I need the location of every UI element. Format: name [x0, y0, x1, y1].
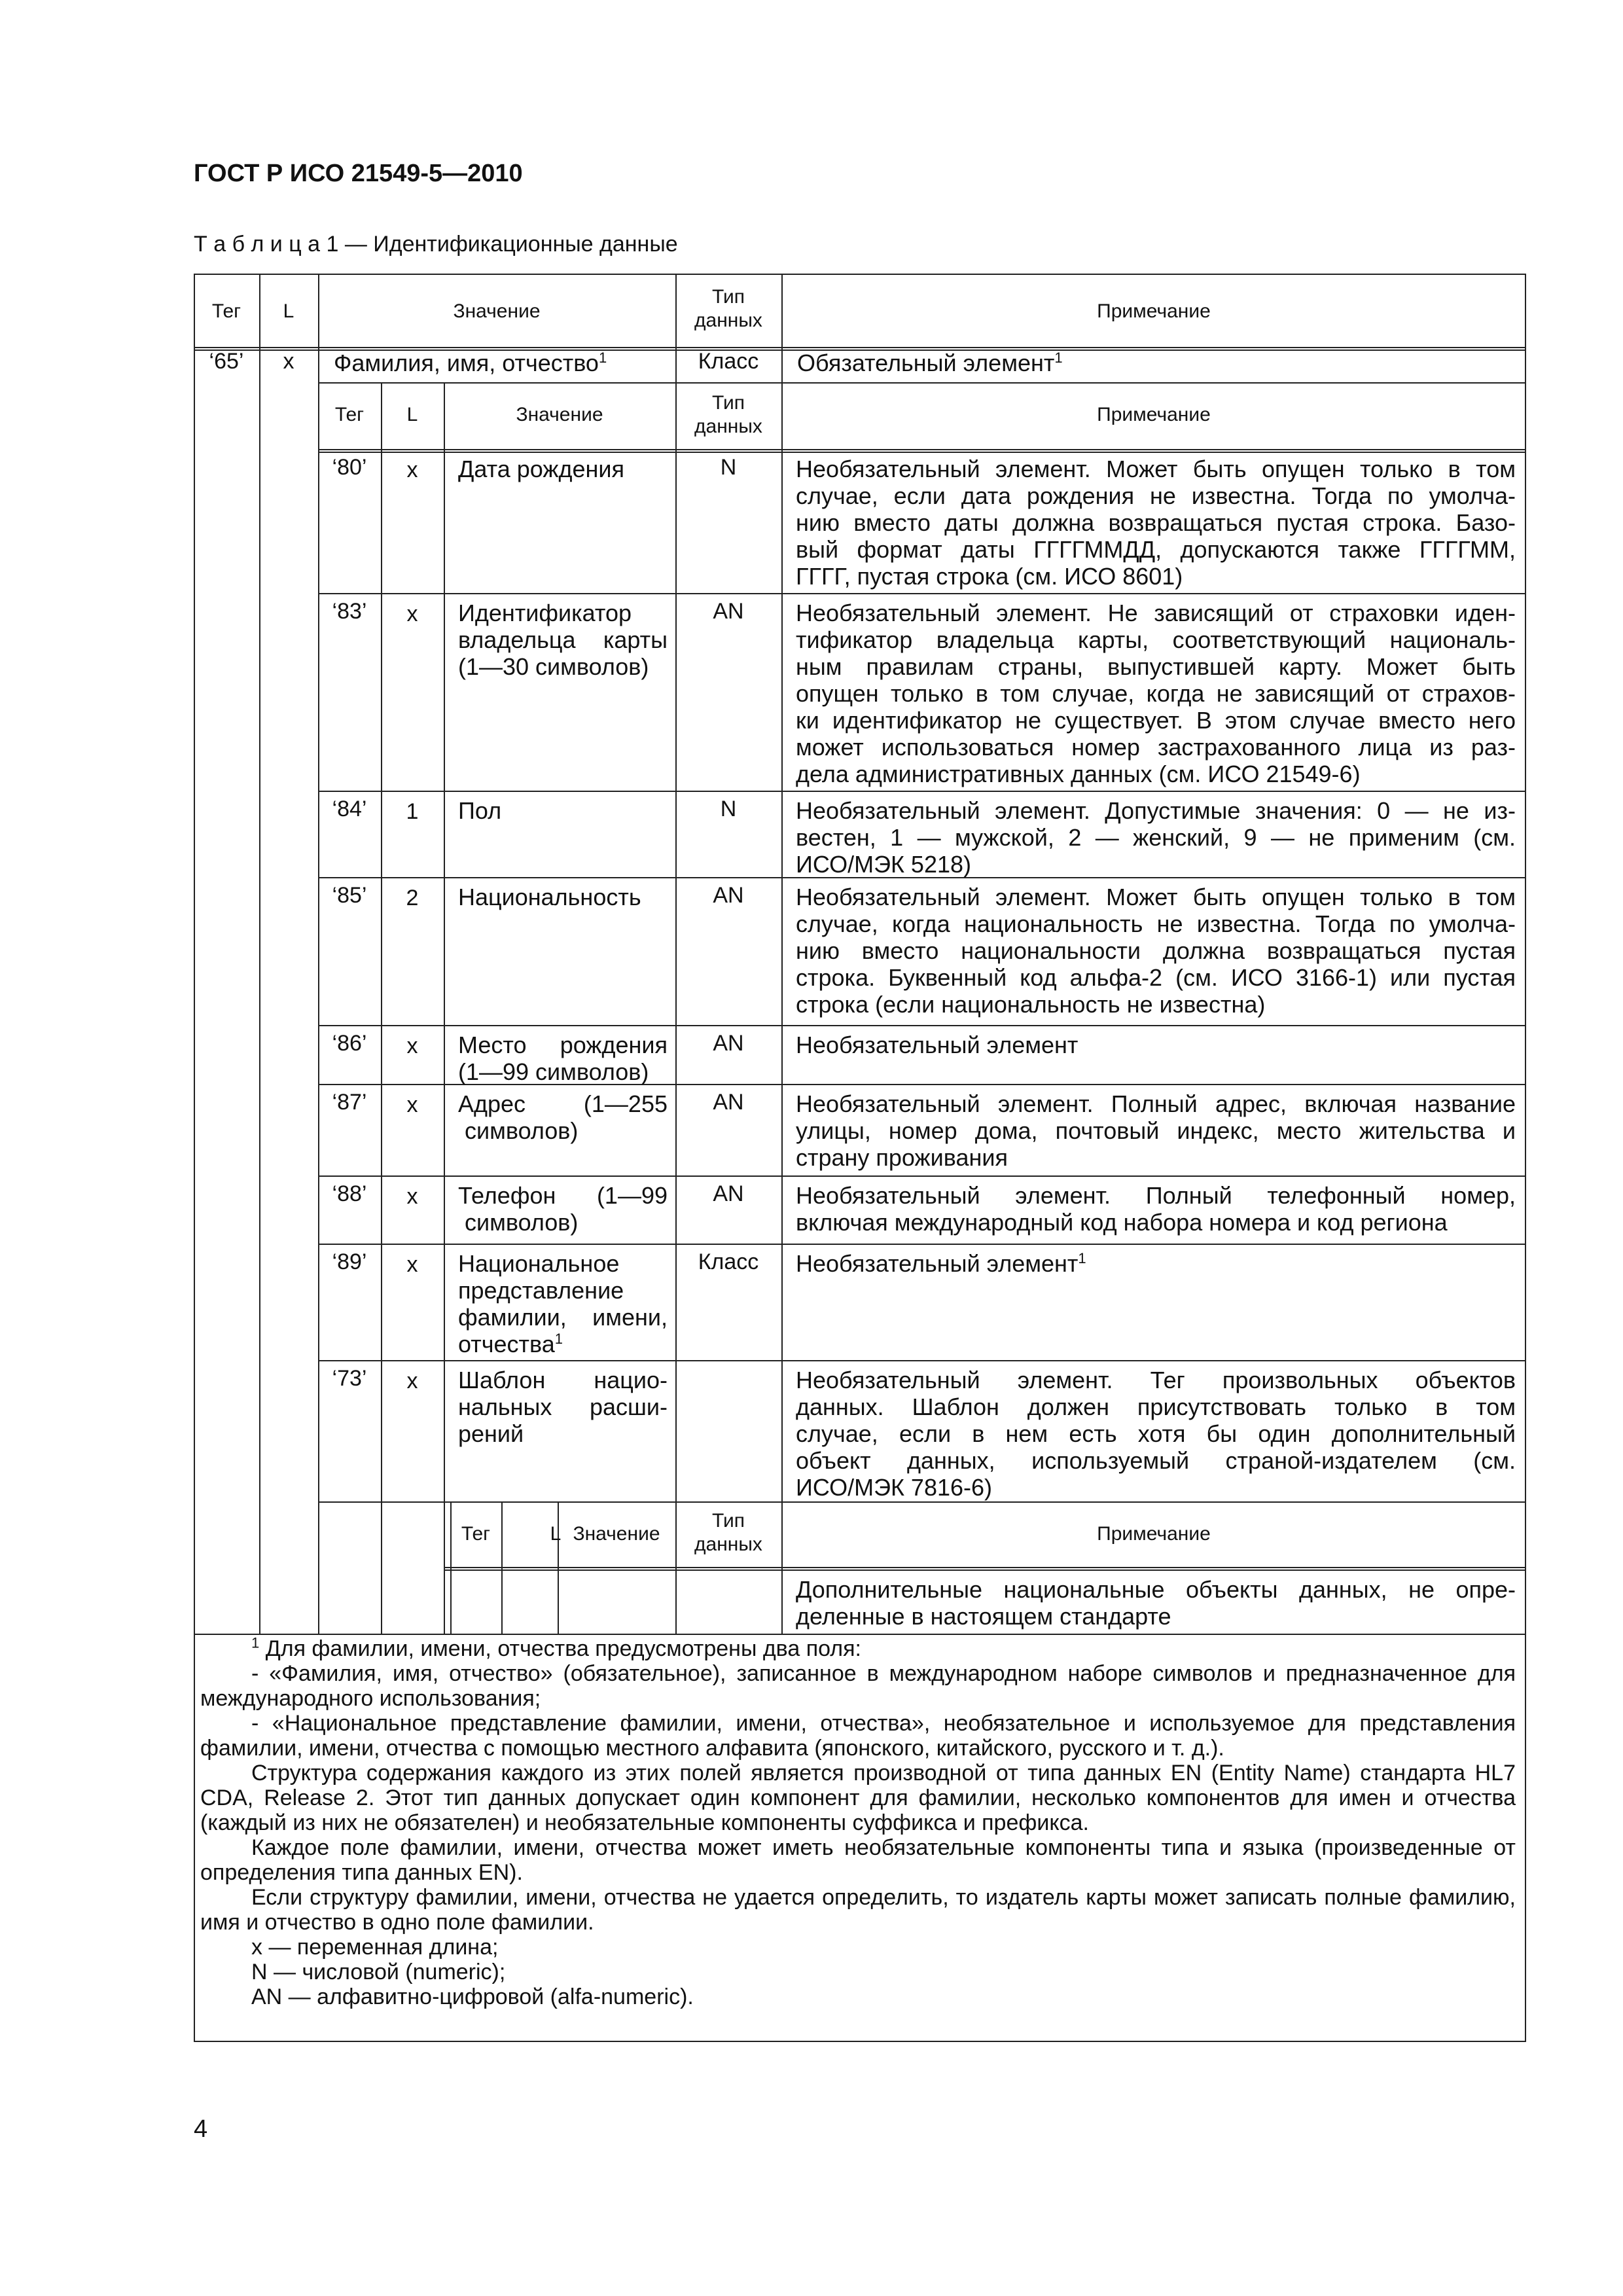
table-rule: [194, 1634, 1526, 1635]
row-note: Необязательный элемент. Тег произвольных объектов: [796, 1367, 1516, 1393]
row-value: нальных расши-: [458, 1393, 668, 1420]
table-rule: [318, 382, 1526, 384]
table-footnote: [200, 1636, 1516, 2009]
row-value: Национальность: [458, 884, 641, 910]
nested-row-note: деленные в настоящем стандарте: [796, 1603, 1171, 1630]
row-note: ным правилам страны, выпустившей карту. Может быть: [796, 653, 1516, 680]
row-length: x: [283, 349, 294, 374]
row-tag: ‘89’: [332, 1249, 367, 1274]
inner-header-data-type: Тип данных: [694, 392, 762, 437]
row-value: символов): [458, 1209, 579, 1236]
legend-item: N — числовой (numeric);: [251, 1960, 506, 1984]
row-length: x: [406, 1369, 418, 1393]
table-rule: [318, 449, 1526, 453]
table-rule: [318, 1244, 1526, 1245]
row-tag: ‘88’: [332, 1181, 367, 1206]
table-rule: [450, 1501, 452, 1634]
row-note: вый формат даты ГГГГММДД, допускаются также ГГГГММ,: [796, 536, 1516, 563]
row-note: ГГГГ, пустая строка (см. ИСО 8601): [796, 563, 1183, 590]
row-note: ки идентификатор не существует. В этом случае вместо него: [796, 707, 1516, 734]
row-value: владельца карты: [458, 626, 668, 653]
footnote-intro: $^1$ Для фамилии, имени, отчества предусмотрены два поля:: [251, 1634, 861, 1661]
row-data-type: AN: [713, 599, 744, 624]
row-value: (1—99 символов): [458, 1058, 649, 1085]
row-note: случае, если дата рождения не известна. Тогда по умолча-: [796, 482, 1516, 509]
header-note: Примечание: [1097, 300, 1211, 322]
row-length: x: [406, 1252, 418, 1277]
row-value: рений: [458, 1420, 524, 1447]
row-value: Фамилия, имя, отчество$^1$: [334, 350, 607, 376]
row-value: Национальное: [458, 1250, 620, 1277]
legend-item: AN — алфавитно-цифровой (alfa-numeric).: [251, 1984, 694, 2009]
row-tag: ‘86’: [332, 1031, 367, 1056]
row-data-type: Класс: [698, 1249, 759, 1274]
row-note: тификатор владельца карты, соответствующий националь-: [796, 626, 1516, 653]
row-length: x: [406, 1033, 418, 1058]
document-title: ГОСТ Р ИСО 21549-5—2010: [194, 160, 523, 187]
row-note: Необязательный элемент. Не зависящий от страховки иден-: [796, 600, 1516, 626]
table-rule: [444, 382, 445, 1634]
table-rule: [381, 382, 382, 1634]
row-value: Место рождения: [458, 1031, 668, 1058]
footnote-paragraph: Если структуру фамилии, имени, отчества не удается определить, то издатель карты может записать полные фамилию, имя и отчество в одно поле фамилии.: [200, 1885, 1516, 1935]
footnote-paragraph: Структура содержания каждого из этих полей является производной от типа данных EN (Entity Name) стандарта HL7 CDA, Release 2. Этот тип данных допускает один компонент для фамилии, несколько компонентов для имен и отчества (каждый из них не обязателен) и необязательные компоненты суффикса и префикса.: [200, 1761, 1516, 1835]
row-data-type: AN: [713, 1090, 744, 1115]
row-note: Необязательный элемент. Может быть опущен только в том: [796, 884, 1516, 910]
row-tag: ‘83’: [332, 599, 367, 624]
nested-header-tag: Тег: [461, 1523, 491, 1545]
inner-header-value: Значение: [516, 404, 603, 425]
header-tag: Тег: [211, 300, 241, 322]
row-value: Пол: [458, 797, 502, 824]
header-value: Значение: [453, 300, 541, 322]
row-length: x: [406, 457, 418, 482]
row-value: символов): [458, 1117, 579, 1144]
row-note: ИСО/МЭК 7816-6): [796, 1474, 993, 1501]
footnote-paragraph: - «Фамилия, имя, отчество» (обязательное), записанное в международном наборе символов и предназначенное для международного использования;: [200, 1661, 1516, 1711]
nested-header-note: Примечание: [1097, 1523, 1211, 1545]
footnote-paragraph: Каждое поле фамилии, имени, отчества может иметь необязательные компоненты типа и языка (произведенные от определения типа данных EN).: [200, 1835, 1516, 1885]
row-value: Телефон (1—99: [458, 1182, 668, 1209]
row-note: нию вместо даты должна возвращаться пустая строка. Базо-: [796, 509, 1516, 536]
table-rule: [318, 1025, 1526, 1026]
header-data-type: Тип данных: [694, 286, 762, 331]
nested-header-length: L: [550, 1523, 562, 1545]
row-note: Необязательный элемент$^1$: [796, 1250, 1086, 1277]
row-tag: ‘80’: [332, 455, 367, 480]
table-rule: [444, 1567, 1526, 1571]
row-note: дела административных данных (см. ИСО 21549-6): [796, 761, 1361, 787]
table-rule: [318, 593, 1526, 594]
header-length: L: [283, 300, 294, 322]
row-note: случае, если в нем есть хотя бы один дополнительный: [796, 1420, 1516, 1447]
row-note: объект данных, используемый страной-издателем (см.: [796, 1447, 1516, 1474]
row-note: Необязательный элемент. Может быть опущен только в том: [796, 456, 1516, 482]
nested-row-note: Дополнительные национальные объекты данных, не опре-: [796, 1576, 1516, 1603]
legend-item: x — переменная длина;: [251, 1935, 499, 1960]
row-tag: ‘87’: [332, 1090, 367, 1115]
row-data-type: AN: [713, 1031, 744, 1056]
row-note: Необязательный элемент. Допустимые значения: 0 — не из-: [796, 797, 1516, 824]
row-note: случае, когда национальность не известна. Тогда по умолча-: [796, 910, 1516, 937]
table-caption: Т а б л и ц а 1 — Идентификационные данные: [194, 232, 678, 257]
row-tag: ‘84’: [332, 797, 367, 821]
nested-header-value: Значение: [573, 1523, 660, 1545]
row-data-type: N: [720, 797, 737, 821]
row-data-type: AN: [713, 883, 744, 908]
table-rule: [558, 1501, 559, 1634]
row-tag: ‘73’: [332, 1366, 367, 1391]
row-value: фамилии, имени,: [458, 1304, 668, 1331]
row-note: Необязательный элемент. Полный телефонный номер,: [796, 1182, 1516, 1209]
row-note: вестен, 1 — мужской, 2 — женский, 9 — не применим (см.: [796, 824, 1516, 851]
row-data-type: N: [720, 455, 737, 480]
row-note: ИСО/МЭК 5218): [796, 851, 971, 878]
page-number: 4: [194, 2115, 208, 2143]
table-rule: [501, 1501, 503, 1634]
table-rule: [675, 382, 677, 1634]
nested-header-data-type: Тип данных: [694, 1510, 762, 1555]
row-note: включая международный код набора номера и код региона: [796, 1209, 1448, 1236]
table-rule: [259, 274, 260, 1634]
table-rule: [318, 1501, 1526, 1503]
row-note: строка. Буквенный код альфа-2 (см. ИСО 3166-1) или пустая: [796, 964, 1516, 991]
row-note: Необязательный элемент. Полный адрес, включая название: [796, 1090, 1516, 1117]
row-note: улицы, номер дома, почтовый индекс, место жительства и: [796, 1117, 1516, 1144]
inner-header-length: L: [406, 404, 418, 425]
row-length: 1: [406, 799, 419, 824]
table-rule: [318, 1175, 1526, 1177]
row-value: Дата рождения: [458, 456, 624, 482]
row-note: страну проживания: [796, 1144, 1008, 1171]
row-value: Адрес (1—255: [458, 1090, 668, 1117]
row-data-type: Класс: [698, 349, 759, 374]
row-value: (1—30 символов): [458, 653, 649, 680]
row-value: Идентификатор: [458, 600, 632, 626]
row-note: может использоваться номер застрахованного лица из раз-: [796, 734, 1516, 761]
row-tag: ‘65’: [209, 349, 244, 374]
row-note: данных. Шаблон должен присутствовать только в том: [796, 1393, 1516, 1420]
row-note: Необязательный элемент: [796, 1031, 1079, 1058]
row-note: Обязательный элемент$^1$: [797, 350, 1063, 376]
inner-header-note: Примечание: [1097, 404, 1211, 425]
table-rule: [318, 791, 1526, 792]
table-rule: [318, 1360, 1526, 1361]
footnote-paragraph: - «Национальное представление фамилии, имени, отчества», необязательное и используемое для представления фамилии, имени, отчества с помощью местного алфавита (японского, китайского, русского и т. д.).: [200, 1711, 1516, 1761]
row-note: нию вместо национальности должна возвращаться пустая: [796, 937, 1516, 964]
row-note: строка (если национальность не известна): [796, 991, 1266, 1018]
row-length: x: [406, 1184, 418, 1209]
row-value: представление: [458, 1277, 624, 1304]
row-tag: ‘85’: [332, 883, 367, 908]
row-length: x: [406, 601, 418, 626]
row-note: опущен только в том случае, когда не зависящий от страхов-: [796, 680, 1516, 707]
inner-header-tag: Тег: [334, 404, 365, 425]
row-length: 2: [406, 886, 419, 910]
footnote-marker: 1: [251, 1634, 260, 1651]
row-data-type: AN: [713, 1181, 744, 1206]
table-rule: [781, 274, 783, 1634]
row-length: x: [406, 1092, 418, 1117]
row-value: отчества$^1$: [458, 1331, 563, 1357]
row-value: Шаблон нацио-: [458, 1367, 668, 1393]
